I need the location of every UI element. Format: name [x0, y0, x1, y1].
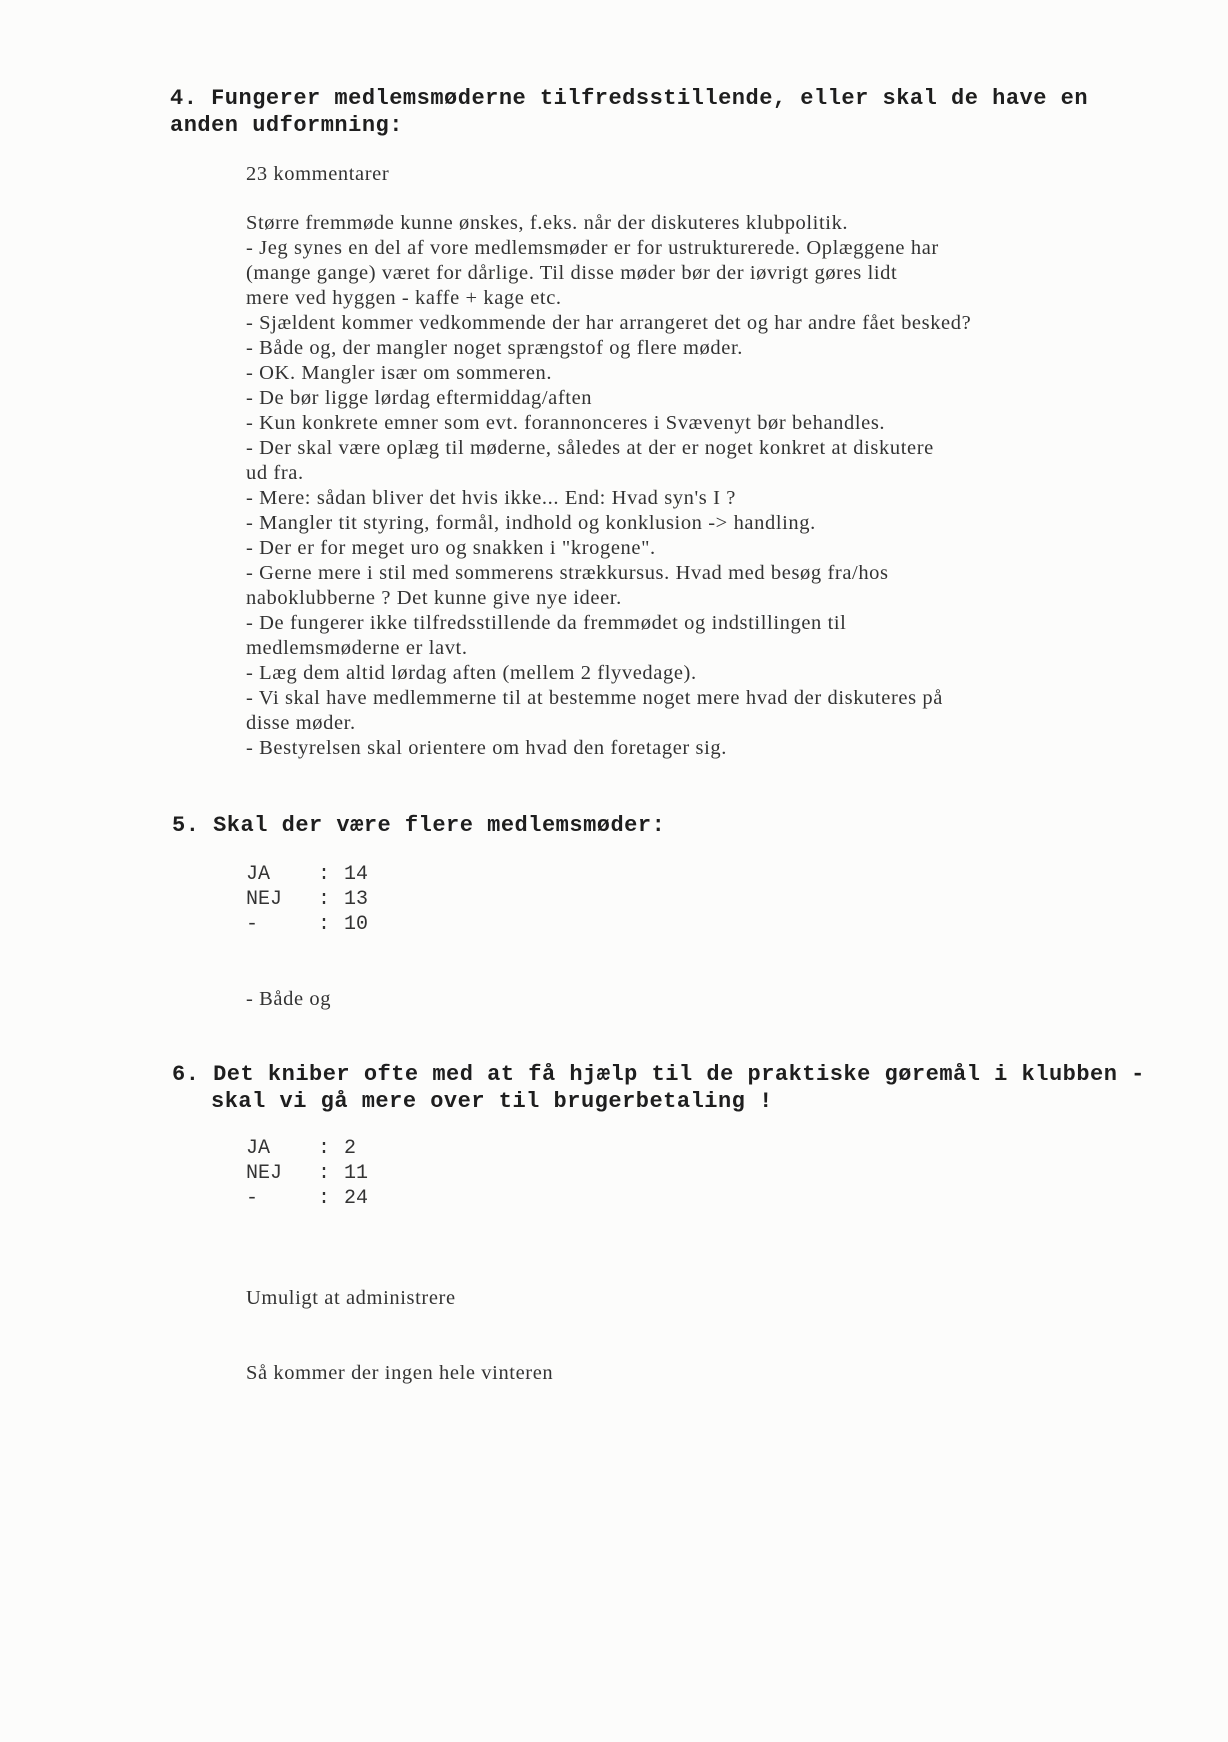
tally-sep: :: [318, 863, 331, 886]
tally-value: 11: [344, 1162, 369, 1185]
comment-line: - Kun konkrete emner som evt. forannonceres i Svævenyt bør behandles.: [246, 412, 886, 434]
tally-sep: :: [318, 1162, 331, 1185]
section-5-tally: [246, 862, 404, 937]
section-5-heading: 5. Skal der være flere medlemsmøder:: [172, 813, 666, 838]
tally-value: 14: [344, 863, 369, 886]
tally-label: NEJ: [246, 1162, 283, 1185]
comment-line: - De fungerer ikke tilfredsstillende da fremmødet og indstillingen til: [246, 612, 847, 634]
tally-row: [246, 1161, 404, 1186]
comment-line: - Vi skal have medlemmerne til at bestemme noget mere hvad der diskuteres på: [246, 687, 943, 709]
tally-sep: :: [318, 888, 331, 911]
tally-sep: :: [318, 1187, 331, 1210]
comment-line: - Både og, der mangler noget sprængstof og flere møder.: [246, 337, 743, 359]
section-4-heading: [170, 85, 1088, 139]
section-4-heading-line-2: anden udformning:: [170, 113, 403, 138]
tally-row: [246, 1136, 404, 1161]
tally-row: [246, 912, 404, 937]
tally-sep: :: [318, 1137, 331, 1160]
comment-line: - Gerne mere i stil med sommerens strækkursus. Hvad med besøg fra/hos: [246, 562, 889, 584]
comment-line: - OK. Mangler især om sommeren.: [246, 362, 553, 384]
comment-line: - Sjældent kommer vedkommende der har arrangeret det og har andre fået besked?: [246, 312, 972, 334]
tally-label: JA: [246, 863, 271, 886]
tally-value: 2: [344, 1137, 357, 1160]
comment-line: disse møder.: [246, 712, 356, 734]
section-6-note-1: Umuligt at administrere: [246, 1287, 456, 1309]
section-4-heading-line-1: 4. Fungerer medlemsmøderne tilfredsstillende, eller skal de have en: [170, 86, 1089, 111]
comment-line: - Bestyrelsen skal orientere om hvad den foretager sig.: [246, 737, 727, 759]
section-6-heading: [172, 1061, 1145, 1115]
section-6-notes: [246, 1236, 553, 1436]
comment-line: Større fremmøde kunne ønskes, f.eks. når der diskuteres klubpolitik.: [246, 212, 849, 234]
comment-line: naboklubberne ? Det kunne give nye ideer.: [246, 587, 622, 609]
comment-line: - De bør ligge lørdag eftermiddag/aften: [246, 387, 593, 409]
section-4-comments: [246, 211, 971, 761]
section-6-heading-line-1: 6. Det kniber ofte med at få hjælp til de praktiske gøremål i klubben -: [172, 1062, 1145, 1087]
comment-line: mere ved hyggen - kaffe + kage etc.: [246, 287, 562, 309]
tally-value: 13: [344, 888, 369, 911]
tally-label: -: [246, 913, 259, 936]
comment-line: - Der er for meget uro og snakken i "krogene".: [246, 537, 656, 559]
comment-line: - Mere: sådan bliver det hvis ikke... End: Hvad syn's I ?: [246, 487, 736, 509]
comment-line: - Jeg synes en del af vore medlemsmøder er for ustrukturerede. Oplæggene har: [246, 237, 939, 259]
comment-line: ud fra.: [246, 462, 304, 484]
tally-value: 24: [344, 1187, 369, 1210]
tally-value: 10: [344, 913, 369, 936]
comment-line: medlemsmøderne er lavt.: [246, 637, 468, 659]
section-6-heading-line-2: skal vi gå mere over til brugerbetaling !: [211, 1089, 773, 1114]
section-6-tally: [246, 1136, 404, 1211]
comment-list: [246, 211, 971, 761]
tally-row: [246, 887, 404, 912]
tally-label: NEJ: [246, 888, 283, 911]
tally-row: [246, 862, 404, 887]
comment-line: - Mangler tit styring, formål, indhold og konklusion -> handling.: [246, 512, 816, 534]
tally-label: -: [246, 1187, 259, 1210]
tally-row: [246, 1186, 404, 1211]
tally-label: JA: [246, 1137, 271, 1160]
comment-line: - Der skal være oplæg til møderne, således at der er noget konkret at diskutere: [246, 437, 934, 459]
section-6-note-2: Så kommer der ingen hele vinteren: [246, 1362, 554, 1384]
section-5-note: - Både og: [246, 988, 332, 1010]
section-4-comment-count: 23 kommentarer: [246, 163, 390, 185]
comment-line: (mange gange) været for dårlige. Til disse møder bør der iøvrigt gøres lidt: [246, 262, 898, 284]
comment-line: - Læg dem altid lørdag aften (mellem 2 flyvedage).: [246, 662, 697, 684]
tally-sep: :: [318, 913, 331, 936]
